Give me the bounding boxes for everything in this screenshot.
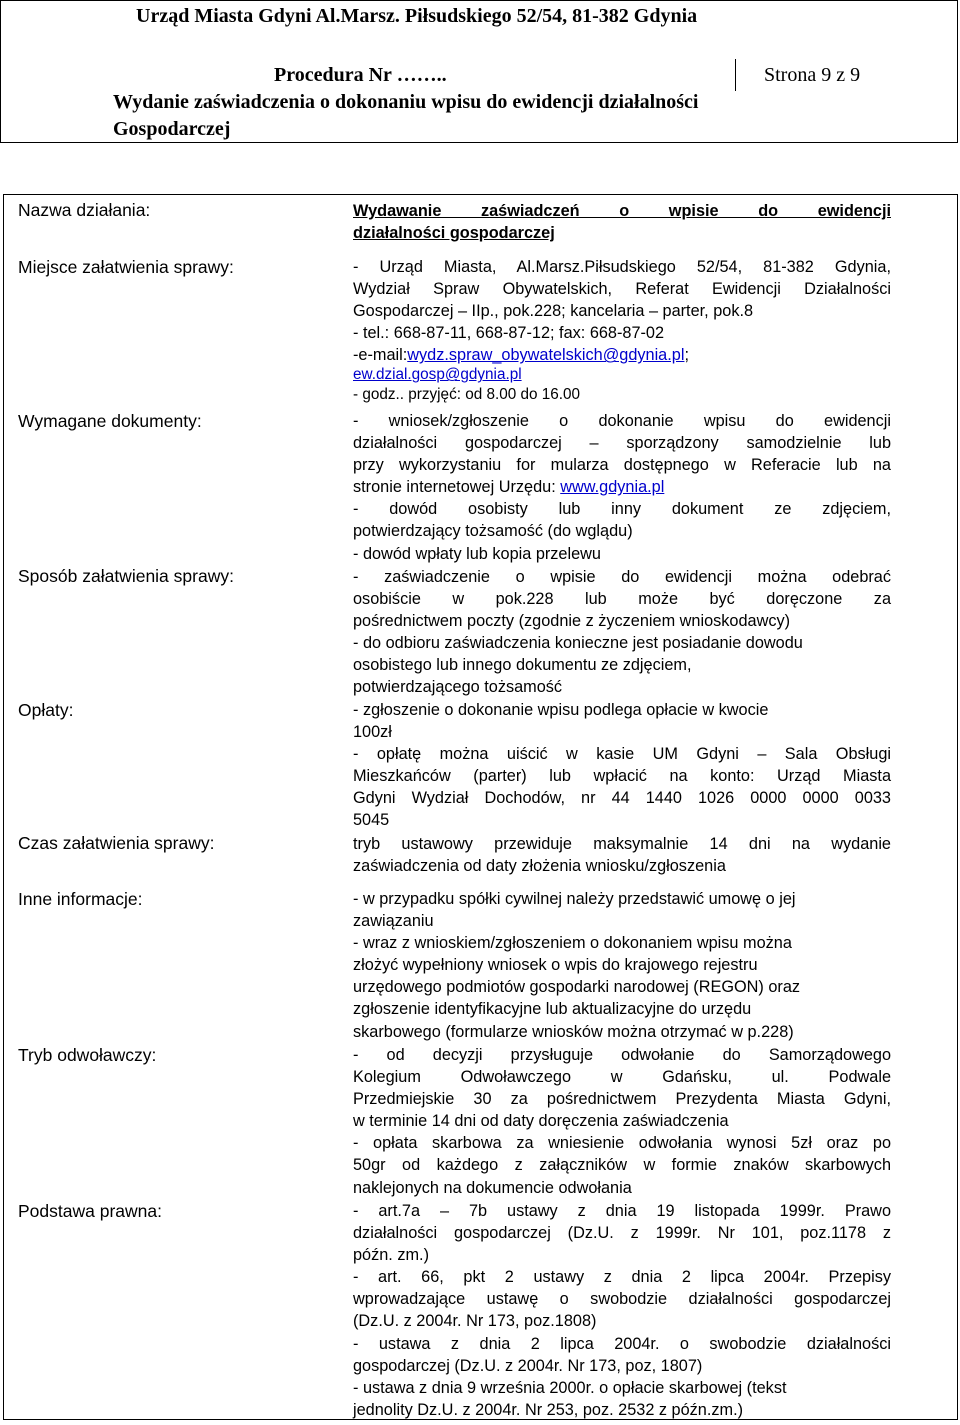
value-line: przy wykorzystaniu for mularza dostępnego w Referacie lub na [353, 456, 891, 475]
value-line: - ustawa z dnia 9 września 2000r. o opłacie skarbowej (tekst [353, 1378, 787, 1397]
email-prefix: -e-mail: [353, 346, 408, 365]
value-line: późn. zm.) [353, 1246, 430, 1265]
email-line [353, 344, 891, 366]
value-line: - ustawa z dnia 2 lipca 2004r. o swobodzie działalności [353, 1334, 891, 1353]
label-oplaty: Opłaty: [18, 700, 74, 720]
value-miejsce [353, 256, 891, 406]
value-line: zgłoszenie identyfikacyjne lub aktualizacyjne do urzędu [353, 1000, 752, 1019]
value-line: zawiązaniu [353, 912, 434, 931]
web-link[interactable]: www.gdynia.pl [560, 478, 665, 497]
value-line: - art. 66, pkt 2 ustawy z dnia 2 lipca 2004r. Przepisy [353, 1268, 891, 1287]
value-line: potwierdzający tożsamość (do wglądu) [353, 522, 633, 541]
document-header [0, 0, 958, 143]
value-line: wprowadzające ustawę o swobodzie działalności gospodarczej [353, 1290, 891, 1309]
value-line: - zgłoszenie o dokonanie wpisu podlega opłacie w kwocie [353, 701, 769, 719]
email-link-ew[interactable]: ew.dzial.gosp@gdynia.pl [353, 366, 522, 384]
procedure-number: Procedura Nr …….. [274, 64, 447, 86]
label-miejsce: Miejsce załatwienia sprawy: [18, 257, 234, 277]
value-dokumenty [353, 410, 891, 565]
web-line [353, 476, 891, 498]
label-nazwa: Nazwa działania: [18, 200, 151, 220]
value-line: potwierdzającego tożsamość [353, 678, 563, 697]
value-line: Przedmiejskie 30 za pośrednictwem Prezydenta Miasta Gdyni, [353, 1090, 891, 1109]
web-prefix: stronie internetowej Urzędu: [353, 478, 561, 497]
value-line: - opłata skarbowa za wniesienie odwołania wynosi 5zł oraz po [353, 1134, 891, 1153]
label-podstawa: Podstawa prawna: [18, 1201, 162, 1221]
office-address: Urząd Miasta Gdyni Al.Marsz. Piłsudskiego 52/54, 81-382 Gdynia [136, 5, 698, 27]
value-sposob [353, 566, 891, 699]
value-line: - dowód osobisty lub inny dokument ze zdjęciem, [353, 500, 891, 519]
value-line: - art.7a – 7b ustawy z dnia 19 listopada 1999r. Prawo [353, 1202, 891, 1220]
procedure-title: Wydanie zaświadczenia o dokonaniu wpisu do ewidencji działalności [113, 91, 699, 113]
value-line: - opłatę można uiścić w kasie UM Gdyni – Sala Obsługi [353, 745, 891, 764]
value-line: - Urząd Miasta, Al.Marsz.Piłsudskiego 52/54, 81-382 Gdynia, [353, 258, 891, 276]
value-line: urzędowego podmiotów gospodarki narodowej (REGON) oraz [353, 978, 801, 997]
value-line: - dowód wpłaty lub kopia przelewu [353, 544, 601, 563]
value-line: w terminie 14 dni od daty doręczenia zaświadczenia [353, 1112, 729, 1131]
value-line: jednolity Dz.U. z 2004r. Nr 253, poz. 2532 z późn.zm.) [353, 1400, 744, 1419]
value-line: zaświadczenia od daty złożenia wniosku/zgłoszenia [353, 857, 726, 876]
value-line: naklejonych na dokumencie odwołania [353, 1178, 632, 1197]
value-line: tryb ustawowy przewiduje maksymalnie 14 dni na wydanie [353, 835, 891, 853]
value-line: - od decyzji przysługuje odwołanie do Samorządowego [353, 1046, 891, 1064]
value-line: Mieszkańców (parter) lub wpłacić na konto: Urząd Miasta [353, 767, 891, 786]
value-czas [353, 833, 891, 877]
value-line: - zaświadczenie o wpisie do ewidencji można odebrać [353, 568, 891, 586]
value-tryb [353, 1044, 891, 1199]
value-line: - tel.: 668-87-11, 668-87-12; fax: 668-87-02 [353, 324, 665, 343]
label-tryb: Tryb odwoławczy: [18, 1045, 157, 1065]
value-line: osobiście w pok.228 lub może być doręczone za [353, 590, 891, 609]
value-line: Gospodarczej – IIp., pok.228; kancelaria – parter, pok.8 [353, 302, 754, 321]
value-line: - w przypadku spółki cywilnej należy przedstawić umowę o jej [353, 890, 796, 908]
value-line: Wydział Spraw Obywatelskich, Referat Ewidencji Działalności [353, 280, 891, 299]
value-line: (Dz.U. z 2004r. Nr 173, poz.1808) [353, 1312, 597, 1331]
value-line: - do odbioru zaświadczenia konieczne jest posiadanie dowodu [353, 634, 803, 653]
procedure-title-cont: Gospodarczej [113, 118, 231, 140]
value-line: - wraz z wnioskiem/zgłoszeniem o dokonaniem wpisu można [353, 934, 792, 953]
value-line: 50gr od każdego z załączników w formie znaków skarbowych [353, 1156, 891, 1175]
value-line: - wniosek/zgłoszenie o dokonanie wpisu do ewidencji [353, 412, 891, 430]
header-divider [735, 59, 736, 91]
email-separator: ; [684, 346, 689, 365]
value-line: Gdyni Wydział Dochodów, nr 44 1440 1026 0000 0000 0033 [353, 789, 891, 808]
label-inne: Inne informacje: [18, 889, 143, 909]
value-podstawa [353, 1200, 891, 1421]
email-line-2 [353, 366, 891, 384]
email-link-wydz[interactable]: wydz.spraw_obywatelskich@gdynia.pl [407, 346, 685, 365]
value-line: Wydawanie zaświadczeń o wpisie do ewidencji [353, 202, 891, 220]
value-line: gospodarczej (Dz.U. z 2004r. Nr 173, poz, 1807) [353, 1356, 703, 1375]
value-line: działalności gospodarczej [353, 224, 555, 243]
value-line: 5045 [353, 811, 390, 830]
value-inne [353, 888, 891, 1043]
value-line: 100zł [353, 723, 392, 742]
value-line: osobistego lub innego dokumentu ze zdjęciem, [353, 656, 692, 675]
value-oplaty [353, 699, 891, 832]
value-line: działalności gospodarczej – sporządzony samodzielnie lub [353, 434, 891, 453]
value-line: skarbowego (formularze wniosków można otrzymać w p.228) [353, 1022, 794, 1041]
label-czas: Czas załatwienia sprawy: [18, 833, 215, 853]
label-sposob: Sposób załatwienia sprawy: [18, 566, 234, 586]
value-nazwa [353, 200, 891, 244]
value-line: Kolegium Odwoławczego w Gdańsku, ul. Podwale [353, 1068, 891, 1087]
value-line: pośrednictwem poczty (zgodnie z życzeniem wnioskodawcy) [353, 612, 791, 631]
page-number: Strona 9 z 9 [764, 64, 861, 86]
value-line: - godz.. przyjęć: od 8.00 do 16.00 [353, 386, 581, 404]
value-line: działalności gospodarczej (Dz.U. z 1999r. Nr 101, poz.1178 z [353, 1224, 891, 1243]
value-line: złożyć wypełniony wniosek o wpis do krajowego rejestru [353, 956, 758, 975]
label-dokumenty: Wymagane dokumenty: [18, 411, 202, 431]
